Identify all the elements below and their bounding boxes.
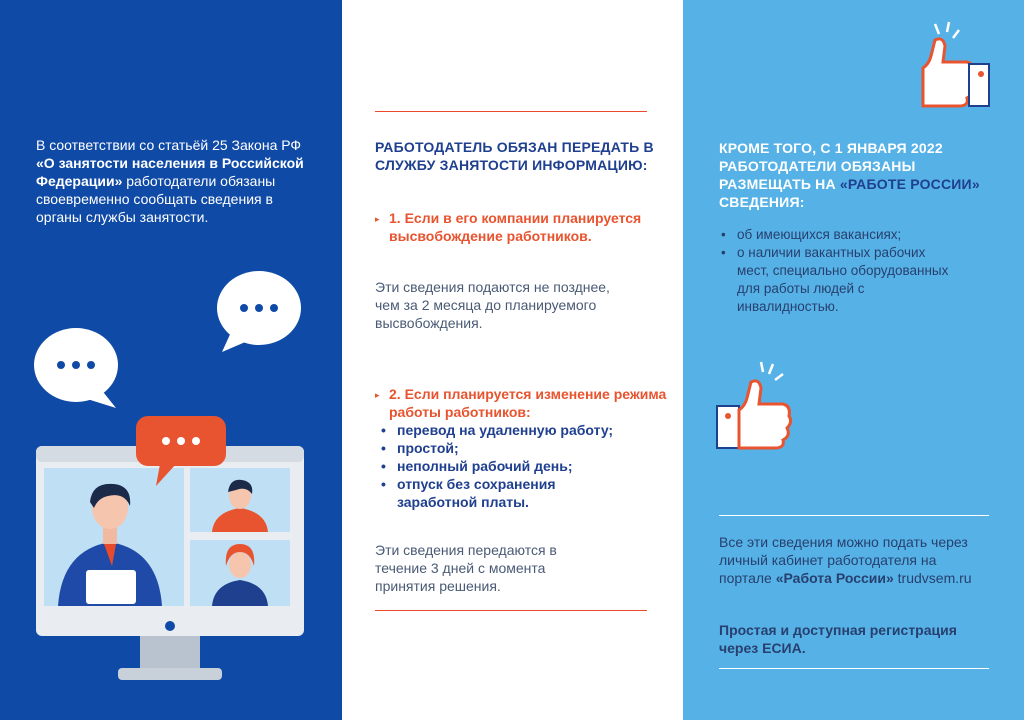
intro-text: В соответствии со статьёй 25 Закона РФ «О занятости населения в Российской Федерации» работодатели обязаны своевременно сообщать сведения в органы службы занятости. (36, 137, 304, 225)
divider (375, 610, 647, 611)
list-item: • об имеющихся вакансиях; (719, 226, 959, 244)
law-name: «О занятости населения в Российской Федерации» (36, 155, 304, 189)
esia-text: Простая и доступная регистрация через ЕСИА. (719, 622, 957, 656)
item-1: ▸ 1. Если в его компании планируется высвобождение работников. (375, 210, 642, 244)
portal-name: «Работа России» (775, 570, 894, 586)
list-item: • простой; (375, 439, 635, 457)
list-item: • отпуск без сохранения заработной платы. (375, 475, 635, 511)
list-item: • о наличии вакантных рабочих мест, специально оборудованных для работы людей с инвалидностью. (719, 244, 959, 316)
triangle-marker-icon: ▸ (375, 214, 380, 224)
right-heading: КРОМЕ ТОГО, С 1 ЯНВАРЯ 2022 РАБОТОДАТЕЛИ ОБЯЗАНЫ РАЗМЕЩАТЬ НА «РАБОТЕ РОССИИ» СВЕДЕНИЯ: (719, 140, 980, 210)
left-panel (0, 0, 342, 720)
middle-panel (342, 0, 683, 720)
portal-text: Все эти сведения можно подать через личный кабинет работодателя на портале «Работа России» trudvsem.ru (719, 534, 972, 586)
monitor-icon (36, 446, 304, 680)
speech-bubble-icon (34, 328, 118, 408)
item-2: ▸ 2. Если планируется изменение режима работы работников: (375, 386, 667, 420)
item-2-note: Эти сведения передаются в течение 3 дней с момента принятия решения. (375, 542, 557, 594)
triangle-marker-icon: ▸ (375, 390, 380, 400)
thumbs-up-icon (713, 356, 813, 456)
item-1-note: Эти сведения подаются не позднее, чем за 2 месяца до планируемого высвобождения. (375, 279, 610, 331)
portal-url: trudvsem.ru (893, 570, 972, 586)
right-panel (683, 0, 1024, 720)
thumbs-up-icon (903, 18, 1003, 114)
divider (719, 515, 989, 516)
speech-bubble-icon (217, 271, 301, 352)
list-item: • неполный рабочий день; (375, 457, 635, 475)
divider (719, 668, 989, 669)
list-item: • перевод на удаленную работу; (375, 421, 635, 439)
middle-heading: РАБОТОДАТЕЛЬ ОБЯЗАН ПЕРЕДАТЬ В СЛУЖБУ ЗАНЯТОСТИ ИНФОРМАЦИЮ: (375, 139, 654, 173)
video-call-illustration (0, 260, 342, 720)
item-2-list (375, 421, 635, 511)
requirements-list (719, 226, 959, 316)
divider (375, 111, 647, 112)
